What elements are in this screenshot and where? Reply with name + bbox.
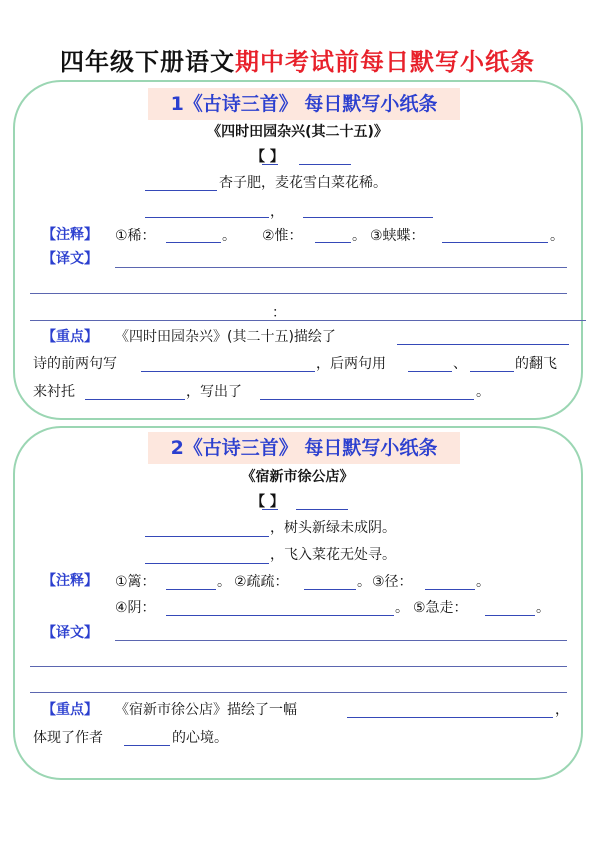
section1-translation-label: 【译文】 bbox=[42, 251, 98, 267]
section1-key-text1: 《四时田园杂兴》(其二十五)描绘了 bbox=[115, 329, 336, 345]
section1-note2-blank[interactable] bbox=[315, 242, 351, 243]
section1-line1-blank[interactable] bbox=[145, 190, 217, 191]
section1-key-blank1[interactable] bbox=[397, 344, 569, 345]
section1-line2b-blank[interactable] bbox=[303, 217, 433, 218]
section2-author-brackets: 【 】 bbox=[251, 494, 284, 510]
section1-note1-blank[interactable] bbox=[166, 242, 221, 243]
section1-note2-end: 。 bbox=[352, 228, 366, 244]
section1-key-text3: ，后两句用 bbox=[316, 356, 386, 372]
section1-key-text6: 来衬托 bbox=[33, 384, 75, 400]
section1-dynasty-blank[interactable] bbox=[262, 164, 278, 165]
section1-key-blank2[interactable] bbox=[141, 371, 315, 372]
section2-heading: 2《古诗三首》 每日默写小纸条 bbox=[148, 432, 460, 464]
section1-colon: ： bbox=[272, 305, 286, 321]
section1-note1-end: 。 bbox=[222, 228, 236, 244]
section1-note3-blank[interactable] bbox=[442, 242, 548, 243]
section1-translation-line1[interactable] bbox=[115, 267, 567, 268]
section1-translation-line2[interactable] bbox=[30, 293, 567, 294]
section2-note2: ②疏疏： bbox=[234, 574, 289, 590]
section1-key-text2: 诗的前两句写 bbox=[33, 356, 117, 372]
section2-key-label: 【重点】 bbox=[42, 702, 98, 718]
section2-note1-end: 。 bbox=[217, 574, 231, 590]
section1-notes-label: 【注释】 bbox=[42, 227, 98, 243]
section1-note2: ②惟： bbox=[262, 228, 303, 244]
section2-translation-line3[interactable] bbox=[30, 692, 567, 693]
section2-note3-blank[interactable] bbox=[425, 589, 475, 590]
section2-dynasty-blank[interactable] bbox=[262, 509, 278, 510]
page-title-part1: 四年级下册语文 bbox=[60, 48, 235, 76]
section2-note1: ①篱： bbox=[115, 574, 156, 590]
section2-key-text1: 《宿新市徐公店》描绘了一幅 bbox=[115, 702, 297, 718]
section1-key-text4: 、 bbox=[453, 356, 467, 372]
section1-author-blank[interactable] bbox=[299, 164, 351, 165]
section1-line1-text: 杏子肥，麦花雪白菜花稀。 bbox=[219, 175, 387, 191]
section2-author-blank[interactable] bbox=[296, 509, 348, 510]
section1-key-blank4[interactable] bbox=[470, 371, 514, 372]
section2-line1-text: ，树头新绿未成阴。 bbox=[270, 520, 396, 536]
section1-key-text8: 。 bbox=[476, 384, 490, 400]
section2-note5: ⑤急走： bbox=[413, 600, 468, 616]
section2-note4-blank[interactable] bbox=[166, 615, 394, 616]
section2-poem-title: 《宿新市徐公店》 bbox=[241, 469, 354, 485]
section1-key-text7: ，写出了 bbox=[186, 384, 242, 400]
page-title bbox=[0, 42, 595, 77]
section2-translation-label: 【译文】 bbox=[42, 625, 98, 641]
section2-notes-label: 【注释】 bbox=[42, 573, 98, 589]
section2-note5-end: 。 bbox=[536, 600, 550, 616]
section1-heading: 1《古诗三首》 每日默写小纸条 bbox=[148, 88, 460, 120]
section2-note4: ④阴： bbox=[115, 600, 156, 616]
section2-line2-blank[interactable] bbox=[145, 563, 269, 564]
section2-line2-text: ，飞入菜花无处寻。 bbox=[270, 547, 396, 563]
section1-translation-line3[interactable] bbox=[30, 320, 586, 321]
section2-note2-blank[interactable] bbox=[304, 589, 356, 590]
page-title-part2: 期中考试前每日默写小纸条 bbox=[235, 48, 535, 76]
section2-note1-blank[interactable] bbox=[166, 589, 216, 590]
section1-key-label: 【重点】 bbox=[42, 329, 98, 345]
section1-author-brackets: 【 】 bbox=[251, 149, 284, 165]
section1-key-blank5[interactable] bbox=[85, 399, 185, 400]
section2-note5-blank[interactable] bbox=[485, 615, 535, 616]
section1-key-blank6[interactable] bbox=[260, 399, 474, 400]
section1-poem-title: 《四时田园杂兴(其二十五)》 bbox=[207, 124, 388, 140]
section1-key-text5: 的翻飞 bbox=[515, 356, 557, 372]
section2-line1-blank[interactable] bbox=[145, 536, 269, 537]
section2-note4-end: 。 bbox=[395, 600, 409, 616]
section2-key-text3: 的心境。 bbox=[172, 730, 228, 746]
section1-line2-comma: ， bbox=[270, 204, 284, 220]
section2-note3-end: 。 bbox=[476, 574, 490, 590]
section2-translation-line2[interactable] bbox=[30, 666, 567, 667]
section2-note2-end: 。 bbox=[357, 574, 371, 590]
section1-note3-end: 。 bbox=[550, 228, 564, 244]
section1-note1: ①稀： bbox=[115, 228, 156, 244]
section2-key-text2: 体现了作者 bbox=[33, 730, 103, 746]
section2-key-blank2[interactable] bbox=[124, 745, 170, 746]
section2-key-text1-end: ， bbox=[555, 702, 569, 718]
section2-note3: ③径： bbox=[372, 574, 413, 590]
section1-line2a-blank[interactable] bbox=[145, 217, 269, 218]
section1-note3: ③蛱蝶： bbox=[370, 228, 425, 244]
section1-key-blank3[interactable] bbox=[408, 371, 452, 372]
section2-key-blank1[interactable] bbox=[347, 717, 553, 718]
section2-translation-line1[interactable] bbox=[115, 640, 567, 641]
